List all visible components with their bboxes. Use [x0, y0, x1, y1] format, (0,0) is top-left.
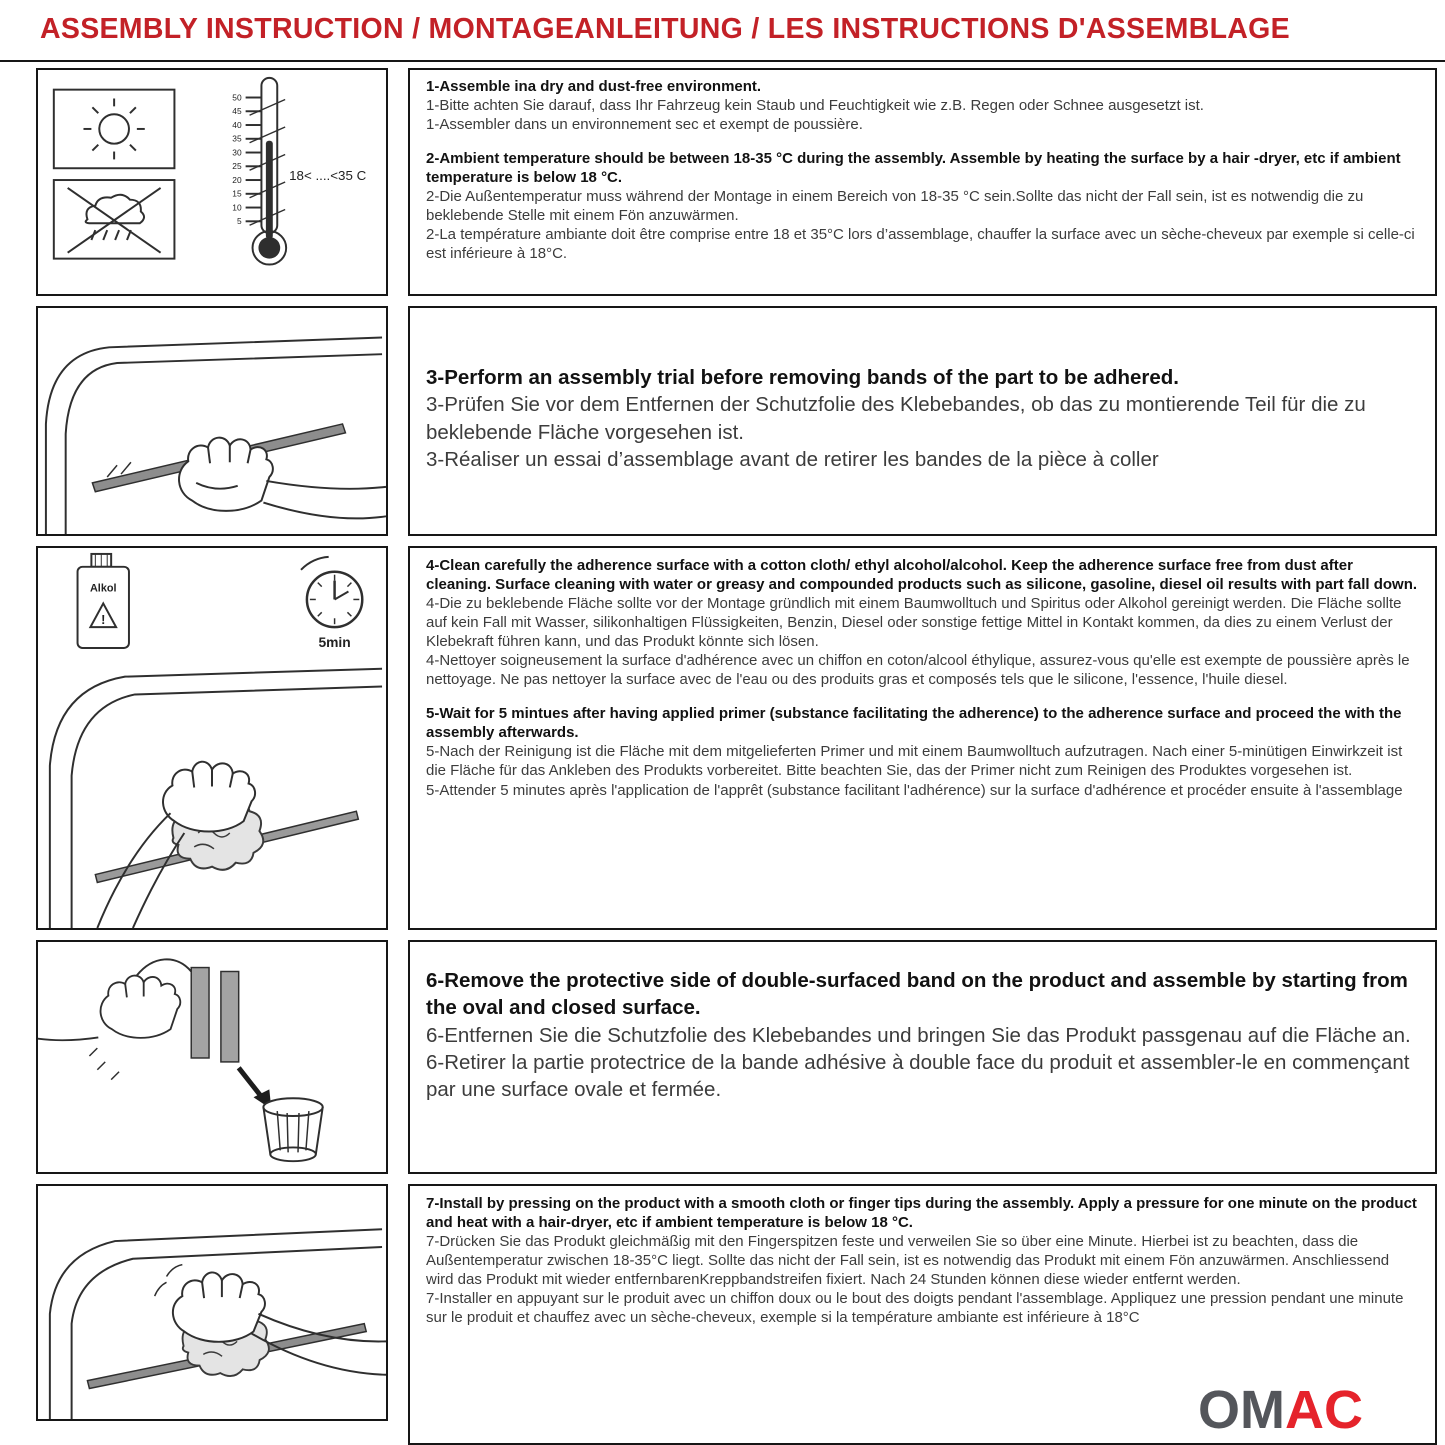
sun-icon: [54, 90, 175, 169]
logo-text-red: AC: [1285, 1380, 1363, 1440]
environment-figure: [36, 68, 388, 296]
assembly-trial-figure: [36, 306, 388, 536]
thermo-tick: 15: [232, 188, 242, 199]
thermometer-icon: [232, 78, 366, 265]
motion-marks: [155, 1265, 183, 1296]
step5-en: 5-Wait for 5 mintues after having applied primer (substance facilitating the adherence) to the adherence surface and proceed the with the assembly afterwards.: [426, 705, 1402, 742]
thermo-tick: 5: [236, 216, 242, 227]
step4-en: 4-Clean carefully the adherence surface with a cotton cloth/ ethyl alcohol/alcohol. Keep the adherence surface free from dust after cleaning. Surface cleaning with water or greasy and compounded products such as silicone, gasoline, diesel oil results with part fall down.: [426, 557, 1418, 594]
step5-de: 5-Nach der Reinigung ist die Fläche mit dem mitgelieferten Primer und mit einem Baumwolltuch aufzutragen. Nach einer 5-minütigen Einwirkzeit ist die Fläche für das Ankleben des Produkts vorbereitet. Bitte beachten Sie, das der Primer nicht zum Reinigen des Produktes vorgesehen ist.: [426, 743, 1403, 780]
step4-fr: 4-Nettoyer soigneusement la surface d'adhérence avec un chiffon en coton/alcool éthylique, assurez-vous qu'elle est exempte de poussière après le nettoyage. Ne pas nettoyer la surface avec de l'eau ou des produits gras et composés tels que le silicone, l'essence, l'huile diesel.: [426, 652, 1410, 689]
step7-en: 7-Install by pressing on the product with a smooth cloth or finger tips during the assembly. Apply a pressure for one minute on the product and heat with a hair-dryer, etc if ambient temperature is below 18 °C.: [426, 1195, 1417, 1232]
section-environment-text: [408, 68, 1437, 296]
step3-fr: 3-Réaliser un essai d’assemblage avant de retirer les bandes de la pièce à coller: [426, 447, 1159, 471]
peeling-hand-icon: [38, 976, 180, 1041]
alcohol-bottle-icon: [78, 554, 129, 648]
bottle-label: Alkol: [89, 582, 117, 595]
cleaning-figure: [36, 546, 388, 930]
clock-duration-label: 5min: [318, 633, 351, 650]
motion-marks: [89, 1048, 119, 1079]
step2-fr: 2-La température ambiante doit être comprise entre 18 et 35°C lors d’assemblage, chauffer la surface avec un sèche-cheveux par exemple si celle-ci est inférieure à 18°C.: [426, 226, 1415, 263]
thermo-tick: 35: [232, 133, 242, 144]
section-clean-text: [408, 546, 1437, 930]
logo-text-gray: OM: [1198, 1380, 1285, 1440]
section-trial-text: [408, 306, 1437, 536]
header-divider: [0, 60, 1445, 62]
thermo-tick: 10: [232, 202, 242, 213]
tape-removal-figure: [36, 940, 388, 1174]
step2-de: 2-Die Außentemperatur muss während der Montage in einem Bereich von 18-35 °C sein.Sollte das nicht der Fall sein, ist es notwendig die zu beklebende Stelle mit einem Fön anzuwärmen.: [426, 188, 1364, 225]
step7-de: 7-Drücken Sie das Produkt gleichmäßig mit den Fingerspitzen feste und verweilen Sie so über eine Minute. Hierbei ist zu beachten, dass die Außentemperatur zwischen 18-35°C liegt. Sollte das nicht der Fall sein, ist es notwendig das Produkt mit einem Fön anzuwärmen. Anschliessend wird das Produkt mit wieder entfernbarenKreppbandstreifen fixiert. Nach 24 Stunden können diese wieder entfernt werden.: [426, 1233, 1390, 1289]
step6-en: 6-Remove the protective side of double-surfaced band on the product and assemble by starting from the oval and closed surface.: [426, 969, 1408, 1020]
page-title: ASSEMBLY INSTRUCTION / MONTAGEANLEITUNG / LES INSTRUCTIONS D'ASSEMBLAGE: [40, 13, 1290, 45]
step3-de: 3-Prüfen Sie vor dem Entfernen der Schutzfolie des Klebebandes, ob das zu montierende Teil für die zu beklebende Fläche vorgesehen ist.: [426, 393, 1366, 444]
step2-en: 2-Ambient temperature should be between 18-35 °C during the assembly. Assemble by heating the surface by a hair -dryer, etc if ambient temperature is below 18 °C.: [426, 150, 1401, 187]
pressing-figure: [36, 1184, 388, 1421]
omac-logo: [1198, 1380, 1363, 1440]
clock-icon: [301, 557, 362, 650]
section-band-text: [408, 940, 1437, 1174]
step4-de: 4-Die zu beklebende Fläche sollte vor der Montage gründlich mit einem Baumwolltuch und Spiritus oder Alkohol gereinigt werden. Die Fläche sollte auf kein Fall mit Wasser, silikonhaltigen Flüssigkeiten, Benzin, Diesel oder sonstige fettige Mittel in Kontakt kommen, da dies zu einem Verlust der Klebekraft führen kann, und das Produkt könnte sich lösen.: [426, 595, 1402, 651]
step1-fr: 1-Assembler dans un environnement sec et exempt de poussière.: [426, 116, 863, 134]
step3-en: 3-Perform an assembly trial before removing bands of the part to be adhered.: [426, 366, 1179, 389]
thermo-tick: 30: [232, 147, 242, 158]
step6-fr: 6-Retirer la partie protectrice de la bande adhésive à double face du produit et assembler-le en commençant par une surface ovale et fermée.: [426, 1050, 1410, 1101]
holding-hand-icon: [179, 438, 386, 519]
thermo-tick: 20: [232, 175, 242, 185]
step1-en: 1-Assemble ina dry and dust-free environment.: [426, 78, 762, 95]
step7-fr: 7-Installer en appuyant sur le produit avec un chiffon doux ou le bout des doigts pendant l'assemblage. Appliquez une pression pendant une minute sur le produit et chauffez avec un sèche-cheveux, exemple si la température ambiante est inférieure à 18°C: [426, 1290, 1404, 1327]
trash-can-icon: [263, 1098, 322, 1161]
thermo-tick: 25: [232, 161, 242, 172]
thermo-tick: 40: [232, 119, 242, 130]
step5-fr: 5-Attender 5 minutes après l'application de l'apprêt (substance facilitant l'adhérence) sur la surface d'adhérence et procéder ensuite à l'assemblage: [426, 781, 1403, 799]
step6-de: 6-Entfernen Sie die Schutzfolie des Klebebandes und bringen Sie das Produkt passgenau auf die Fläche an.: [426, 1023, 1411, 1047]
step1-de: 1-Bitte achten Sie darauf, dass Ihr Fahrzeug kein Staub und Feuchtigkeit wie z.B. Regen oder Schnee ausgesetzt ist.: [426, 97, 1204, 115]
no-rain-icon: [54, 180, 175, 259]
thermo-tick: 45: [232, 106, 242, 117]
temp-range-label: 18< ....<35 C: [289, 168, 367, 184]
svg-text:!: !: [101, 612, 106, 628]
thermo-tick: 50: [232, 92, 242, 103]
